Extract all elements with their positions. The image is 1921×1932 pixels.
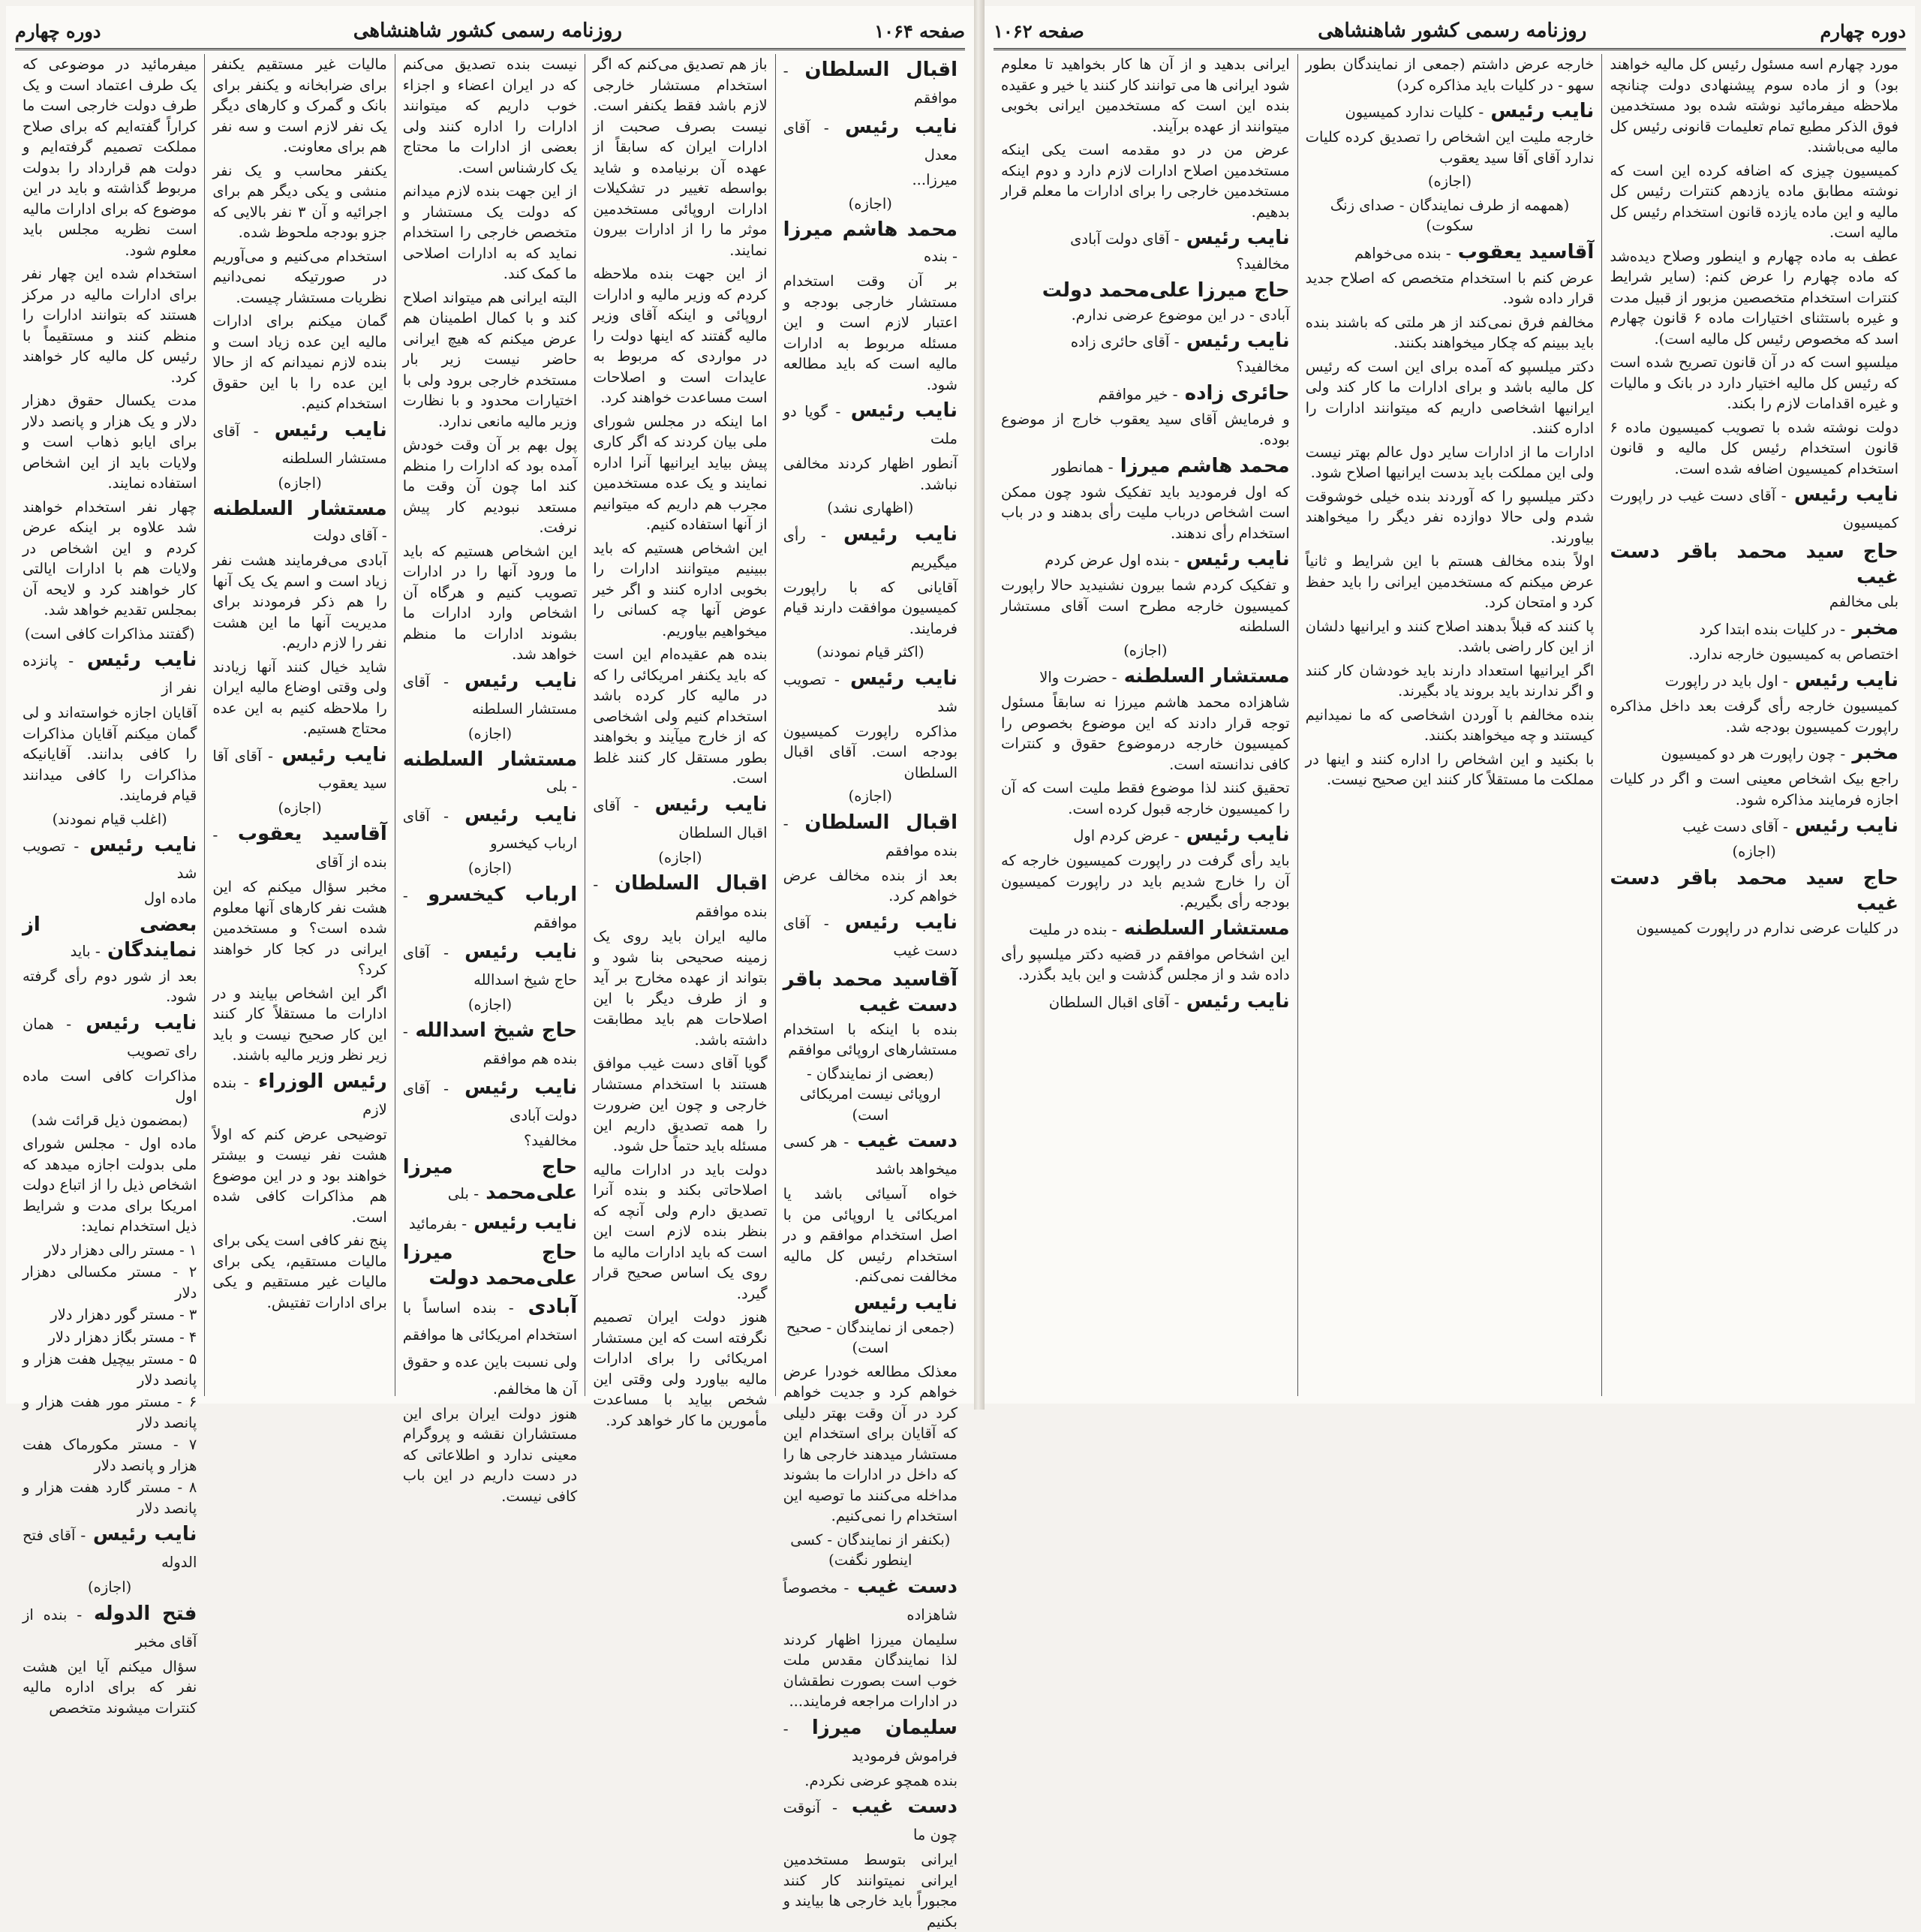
paragraph: ایرانی بدهید و از آن ها کار بخواهید تا معلوم شود ایرانی ها می توانند کار کنند یا خیر و عقیده بنده این است که مستخدمین ایرانی بخوبی میتوانند از عهده برآیند. (1000, 56, 1290, 135)
speaker-line (1001, 278, 1290, 303)
stage-note: (اجازه) (467, 995, 513, 1013)
left-page (6, 6, 974, 1930)
speaker-line (23, 647, 197, 701)
paragraph: البته ایرانی هم میتواند اصلاح کند و با کمال اطمینان هم عرض میکنم که هیچ ایرانی حاضر نیست زیر بار مستخدم خارجی برود ولی با اختیارات محدود و با نظارت وزیر مالیه مانعی ندارد. (402, 288, 578, 430)
list-item: ۴ - مستر بگاز دهزار دلار (48, 1328, 197, 1346)
paragraph: مخالفید؟ (523, 1132, 578, 1149)
speaker-name: حاج سید محمد باقر دست غیب (1610, 540, 1898, 588)
speaker-name: محمد هاشم میرزا (783, 218, 957, 241)
speaker-name: نایب رئیس (464, 1076, 578, 1099)
paragraph: و تفکیک کردم شما بیرون نشنیدید حالا راپورت کمیسیون خارجه مطرح است آقای مستشار السلطنه (1000, 576, 1290, 635)
speaker-remark: - آقای معدل (783, 119, 957, 164)
speaker-line (783, 810, 957, 864)
paragraph: مخبر سؤال میکنم که این هشت نفر کارهای آنها معلوم شده است؟ و مستخدمین ایرانی در کجا کار خواهند کرد؟ (212, 878, 387, 978)
right-page-period: دوره چهارم (1820, 20, 1906, 42)
paragraph: استخدام شده این چهار نفر برای ادارات مالیه در مرکز هستند که بتوانند ادارات را منظم کنند و مستقیماً با رئیس کل مالیه کار خواهند کرد. (22, 265, 197, 386)
paragraph: بلی مخالفم (1829, 593, 1898, 610)
speaker-remark: - عرض کردم اول (1073, 827, 1180, 844)
right-page-number: صفحه ۱۰۶۲ (994, 20, 1084, 42)
paragraph: آقایانی که با راپورت کمیسیون موافقت دارند قیام فرمایند. (783, 578, 957, 637)
speaker-name: مستشار السلطنه (1123, 916, 1290, 940)
stage-note: (همهمه از طرف نمایندگان - صدای زنگ سکوت) (1330, 196, 1570, 234)
paragraph: خارجه عرض داشتم (جمعی از نمایندگان بطور سهو - در کلیات باید مذاکره کرد) (1305, 56, 1595, 94)
left-page-number: صفحه ۱۰۶۴ (874, 20, 965, 42)
paragraph: سلیمان میرزا اظهار کردند لذا نمایندگان مقدس ملت خوب است بصورت نطقشان در ادارات مراجعه فرمایند... (783, 1630, 957, 1710)
speaker-name: نایب رئیس (92, 1523, 197, 1545)
stage-note: (بکنفر از نمایندگان - کسی اینطور نگفت) (790, 1530, 951, 1569)
speaker-remark: - بنده اساساً با استخدام امریکائی ها موافقم ولی نسبت باین عده و حقوق آن ها مخالفم. (402, 1299, 578, 1398)
speaker-line (403, 1075, 577, 1129)
paragraph: توضیحی عرض کنم که اولاً هشت نفر نیست و بیشتر خواهند بود و در این موضوع هم مذاکرات کافی شده است. (212, 1125, 387, 1226)
speaker-line (1001, 328, 1290, 355)
paragraph: چهار نفر استخدام خواهند شد علاوه بر اینکه عرض کردم و این اشخاص در ولایات هم با ادارات ایالتی کار خواهند کرد و لایحه آن بمجلس تقدیم خواهد شد. (22, 498, 197, 618)
paragraph: خواه آسیائی باشد یا امریکائی یا اروپائی من با اصل استخدام موافقم و در استخدام رئیس کل مالیه مخالفت نمی‌کنم. (783, 1185, 957, 1285)
speaker-name: نایب رئیس (89, 834, 197, 856)
paragraph: اگر این اشخاص بیایند و در ادارات ما مستقلاً کار کنند این کار صحیح نیست و باید زیر نظر وزیر مالیه باشند. (212, 984, 387, 1064)
speaker-name: نایب رئیس (464, 669, 578, 692)
paragraph: عرض کنم با استخدام متخصص که اصلاح جدید قرار داده شود. (1305, 269, 1595, 307)
paragraph: معذلک مطالعه خودرا عرض خواهم کرد و جدیت خواهم کرد در آن وقت بهتر دلیلی که آقایان برای استخدام این مستشار میدهند خارجی ها را که داخل در ادارات ما بشوند مداخله می‌کنند ما توصیه این استخدام را نمی‌کنیم. (783, 1362, 957, 1524)
speaker-name: رئیس الوزراء (258, 1070, 387, 1093)
speaker-remark: - بنده اول عرض کردم (1045, 552, 1180, 569)
stage-note: (اجازه) (848, 787, 892, 805)
speaker-line (403, 1210, 577, 1237)
speaker-name: مستشار السلطنه (212, 498, 387, 520)
speaker-line (593, 792, 767, 846)
speaker-remark: - همان رای تصویب (22, 1015, 197, 1060)
speaker-remark: - بلی (546, 778, 578, 795)
speaker-line (23, 832, 197, 886)
stage-note: (اجازه) (848, 194, 892, 212)
paragraph: مخالفم فرق نمی‌کند از هر ملتی که باشند بنده باید ببینم که چکار میخواهند بکنند. (1305, 313, 1595, 351)
speaker-name: نایب رئیس (844, 116, 957, 138)
speaker-line (403, 668, 577, 722)
speaker-name: نایب رئیس (281, 743, 387, 766)
speaker-name: نایب رئیس (464, 940, 578, 963)
speaker-remark: - موافقم (783, 62, 957, 107)
speaker-remark: - رأی میگیریم (783, 526, 957, 571)
speaker-name: سلیمان میرزا (811, 1716, 957, 1739)
speaker-remark: - موافقم (402, 886, 578, 931)
stage-note: (اکثر قیام نمودند) (816, 643, 924, 661)
speaker-name: نایب رئیس (654, 793, 768, 816)
paragraph: اولاً بنده مخالف هستم با این شرایط و ثانیاً عرض میکنم که مستخدمین ایرانی را باید حفظ کرد و امتحان کرد. (1305, 552, 1595, 611)
speaker-remark: - بلی (447, 1184, 479, 1202)
stage-note: (اجازه) (467, 859, 513, 877)
speaker-name: نایب رئیس (1795, 669, 1898, 691)
paragraph: استخدام می‌کنیم و می‌آوریم در صورتیکه نمی‌دانیم نظریات مستشار چیست. (212, 247, 387, 306)
speaker-name: نایب رئیس (1186, 823, 1290, 846)
speaker-line (783, 114, 957, 168)
text-column (585, 54, 774, 1429)
paragraph: که اول فرمودید باید تفکیک شود چون ممکن است اشخاص درباب ملیت رأی بدهند و در باب استخدام رأی ندهند. (1000, 483, 1290, 542)
speaker-remark: - پانزده نفر از (22, 652, 197, 697)
speaker-remark: - باید (70, 942, 101, 960)
speaker-remark: - کلیات ندارد کمیسیون (1345, 104, 1484, 121)
speaker-remark: - بنده (924, 248, 957, 265)
text-column (15, 54, 204, 1717)
stage-note: (اجازه) (467, 724, 513, 742)
speaker-remark: - آقای اقبال السلطان (1048, 993, 1180, 1011)
paragraph: پا کنند که قبلاً بدهند اصلاح کنند و ایرانیها دلشان از این کار راضی باشد. (1305, 617, 1595, 655)
speaker-name: آقاسید محمد باقر دست غیب (783, 968, 957, 1016)
stage-note: (اجازه) (658, 848, 702, 866)
speaker-name: مستشار السلطنه (1123, 665, 1290, 688)
stage-note: (اغلب قیام نمودند) (52, 810, 167, 828)
speaker-remark: - بنده هم موافقم (402, 1023, 578, 1067)
speaker-name: نایب رئیس (1186, 989, 1290, 1013)
speaker-name: اقبال السلطان (804, 811, 957, 834)
speaker-name: حاج میرزا علی‌محمد (402, 1155, 578, 1204)
speaker-remark: - آقای دولت (313, 527, 387, 544)
speaker-name: نایب رئیس (86, 649, 197, 671)
speaker-line (783, 1794, 957, 1848)
speaker-name: نایب رئیس (1793, 483, 1898, 506)
speaker-name: نایب رئیس (1186, 330, 1290, 352)
paragraph: مالیات غیر مستقیم یکنفر برای ضرابخانه و یکنفر برای بانک و گمرک و کارهای دیگر یک نفر لازم است و سه نفر هم برای معاونت. (212, 56, 387, 155)
speaker-remark: - هر کسی میخواهد باشد (783, 1133, 957, 1178)
list-item: ۳ - مستر گور دهزار دلار (50, 1306, 197, 1323)
speaker-line (403, 1154, 577, 1207)
speaker-remark: - آنوقت چون ما (783, 1799, 957, 1843)
speaker-line (212, 1069, 386, 1123)
speaker-line (1306, 239, 1595, 266)
stage-note: (اجازه) (1427, 173, 1472, 190)
paragraph: شاهزاده محمد هاشم میرزا نه سابقاً مسئول توجه قرار دادند که این موضوع بخصوص را کمیسیون خارجه درموضوع حقوق و کنترات کافی ندانسته است. (1000, 694, 1290, 773)
speaker-remark: - آقای دولت آبادی (402, 1080, 578, 1124)
speaker-line (212, 417, 386, 471)
text-column (395, 54, 585, 1505)
speaker-remark: - تصویب شد (783, 670, 957, 715)
speaker-line (783, 57, 957, 111)
speaker-name: دست غیب (857, 1575, 957, 1598)
speaker-name: مخبر (1852, 742, 1898, 764)
paragraph: و فرمایش آقای سید یعقوب خارج از موضوع بوده. (1000, 410, 1290, 448)
speaker-remark: - آقای دست غیب در راپورت کمیسیون (1610, 487, 1898, 531)
speaker-line (23, 1601, 197, 1655)
speaker-name: نایب رئیس (1186, 227, 1290, 249)
speaker-line (1001, 546, 1290, 573)
paragraph: این اشخاص هستیم که باید ما ورود آنها را در ادارات تصویب کنیم و هرگاه آن اشخاص وارد ادارات ما بشوند ادارات ما منظم خواهد شد. (402, 542, 578, 663)
speaker-line (1610, 813, 1898, 840)
right-page-columns (994, 54, 1906, 1396)
paragraph: اما اینکه در مجلس شورای ملی بیان کردند که اگر کاری پیش بیاید ایرانیها آنرا اداره نمایند و یک عده مستخدمین مجرب هم داریم که میتوانیم از آنها استفاده کنیم. (593, 412, 768, 533)
speaker-line (403, 802, 577, 856)
speaker-name: مخبر (1852, 616, 1898, 639)
paragraph: میرزا... (912, 171, 957, 188)
speaker-name: فتح الدوله (93, 1602, 197, 1625)
speaker-remark: - بنده موافقم (593, 876, 768, 920)
speaker-name: آقاسید یعقوب (1457, 240, 1595, 263)
speaker-line (212, 742, 386, 796)
paragraph: اگر ایرانیها استعداد دارند باید خودشان کار کنند و اگر ندارند باید بروند یاد بگیرند. (1305, 661, 1595, 700)
speaker-remark: - آقای مستشار السلطنه (212, 422, 387, 467)
speaker-name: نایب رئیس (1795, 814, 1898, 837)
speaker-name: حاج میرزا علی‌محمد دولت (1042, 278, 1290, 302)
paragraph: ادارات ما از ادارات سایر دول عالم بهتر نیست ولی این مملکت باید بدست ایرانیها اصلاح شود. (1305, 443, 1595, 481)
speaker-line (1610, 482, 1898, 536)
paragraph: میلسپو است که در آن قانون تصریح شده است که رئیس کل مالیه اختیار دارد در بانک و مالیات و غیره اقدامات لازم را بکند. (1610, 354, 1898, 412)
text-column (204, 54, 394, 1396)
speaker-remark: - بنده از آقای (212, 826, 387, 871)
paragraph: آبادی می‌فرمایند هشت نفر زیاد است و اسم یک یک آنها را هم ذکر فرمودند برای مدیریت آنها ما این هشت نفر را لازم داریم. (212, 552, 387, 652)
speaker-line (783, 910, 957, 964)
paragraph: بعد از شور دوم رأی گرفته شود. (22, 967, 197, 1005)
paragraph: ماده اول (143, 889, 197, 907)
speaker-remark: - آقای اقبال السلطان (593, 796, 768, 841)
paragraph: مالیه ایران باید روی یک زمینه صحیحی بنا شود و بتواند از عهده مخارج بر آید و از طرف دیگر با این اصلاحات هم باید مطابقت داشته باشد. (593, 928, 768, 1049)
speaker-remark: - در کلیات بنده ابتدا کرد (1699, 620, 1846, 638)
speaker-line (1306, 98, 1595, 125)
speaker-name: نایب رئیس (274, 418, 387, 441)
speaker-remark: - فراموش فرمودید (783, 1720, 957, 1765)
paragraph: سؤال میکنم آیا این هشت نفر که برای اداره مالیه کنترات میشوند متخصص (22, 1657, 197, 1717)
paragraph: این اشخاص هستیم که باید ببینیم میتوانند ادارات را بخوبی اداره کنند و اگر خیر عوض آنها چه کسانی را میخواهیم بیاوریم. (593, 539, 768, 639)
speaker-name: نایب رئیس (1186, 548, 1290, 570)
paragraph: اختصاص به کمیسیون خارجه ندارد. (1688, 645, 1898, 663)
speaker-remark: - آقای حاج شیخ اسدالله (402, 943, 578, 989)
speaker-line (783, 967, 957, 1018)
text-column (1297, 54, 1602, 1396)
speaker-line (1610, 539, 1898, 590)
speaker-name: بعضی از نمایندگان (22, 913, 197, 961)
speaker-line (1001, 916, 1290, 943)
paragraph: شاید خیال کنند آنها زیادند ولی وقتی اوضاع مالیه ایران را ملاحظه کنیم به این عده محتاج هستیم. (212, 658, 387, 737)
speaker-line (212, 821, 386, 875)
paragraph: آقایان اجازه خواسته‌اند و لی گمان میکنم آقایان مذاکرات را کافی بدانند. آقایانیکه مذاکرات را کافی میدانند قیام فرمایند. (22, 704, 197, 804)
speaker-remark: - گویا دو ملت (783, 403, 957, 447)
speaker-line (1001, 989, 1290, 1016)
text-column (994, 54, 1297, 1396)
list-item: ۱ - مستر رالی دهزار دلار (44, 1241, 197, 1259)
speaker-remark: - تصویب شد (22, 838, 197, 882)
paragraph: در کلیات عرضی ندارم در راپورت کمیسیون (1636, 919, 1898, 937)
stage-note: (اظهاری نشد) (827, 499, 914, 516)
speaker-name: اقبال السلطان (804, 59, 957, 81)
speaker-line (783, 1290, 957, 1316)
speaker-name: نایب رئیس (844, 910, 957, 934)
list-item: ۲ - مستر مکسالی دهزار دلار (22, 1263, 197, 1302)
paragraph: پول بهم بر آن وقت خودش آمده بود که ادارات را منظم کند اما چون آن وقت ما مستعد نبودیم کار پیش نرفت. (402, 436, 578, 536)
stage-note: (اجازه) (1123, 641, 1168, 659)
paragraph: ماده اول - مجلس شورای ملی بدولت اجازه میدهد که اشخاص ذیل را از اتباع دولت امریکا برای مدت و شرایط ذیل استخدام نماید: (22, 1135, 197, 1235)
speaker-remark: - بنده می‌خواهم (1354, 244, 1451, 262)
speaker-remark: - بنده از آقای مخبر (22, 1605, 197, 1651)
paragraph: مذاکره راپورت کمیسیون بودجه است. آقای اقبال السلطان (783, 722, 957, 781)
speaker-name: نایب رئیس (473, 1211, 578, 1234)
speaker-line (783, 666, 957, 720)
speaker-remark: - بنده لازم (212, 1073, 387, 1118)
paragraph: بنده با اینکه با استخدام مستشارهای اروپائی موافقم (783, 1020, 957, 1058)
paragraph: دولت باید در ادارات مالیه اصلاحاتی بکند و بنده آنرا تصدیق دارم ولی آنچه که بنظر بنده لازم است این است که باید ادارات مالیه ما روی یک اساس صحیح قرار گیرد. (593, 1160, 768, 1302)
speaker-line (23, 912, 197, 964)
left-page-columns (15, 54, 965, 1930)
speaker-remark: - آقای مستشار السلطنه (402, 673, 578, 718)
speaker-name: دست غیب (857, 1130, 957, 1152)
stage-note: (بمضمون ذیل قرائت شد) (31, 1111, 188, 1129)
left-page-header (15, 14, 965, 50)
speaker-line (403, 1018, 577, 1072)
speaker-line (403, 1294, 577, 1402)
paragraph: عرض من در دو مقدمه است یکی اینکه مستخدمین اصلاح ادارات لازم دارد و دوم اینکه مستخدمین خارجی را برای ادارات ما معلم قرار بدهیم. (1000, 141, 1290, 221)
paragraph: گویا آقای دست غیب موافق هستند با استخدام مستشار خارجی و چون این ضرورت را همه تصدیق داریم این مسئله باید حتماً حل شود. (593, 1055, 768, 1154)
speaker-name: حائری زاده (1184, 381, 1290, 405)
speaker-line (403, 1240, 577, 1291)
paragraph: این اشخاص موافقم در قضیه دکتر میلسپو رأی داده شد و از مجلس گذشت و این باید بگذرد. (1000, 945, 1290, 983)
stage-note: (گفتند مذاکرات کافی است) (24, 624, 195, 642)
speaker-line (403, 882, 577, 936)
paragraph: کمیسیون خارجه رأی گرفت بعد داخل مذاکره راپورت کمیسیون بودجه شد. (1610, 697, 1898, 736)
right-page-title: روزنامه رسمی کشور شاهنشاهی (1318, 20, 1587, 42)
paragraph: دولت نوشته شده با تصویب کمیسیون ماده ۶ قانون استخدام رئیس کل مالیه و قانون استخدام کمیسیون اضافه شده است. (1610, 418, 1898, 477)
speaker-name: دست غیب (851, 1795, 957, 1818)
stage-note: (اجازه) (88, 1578, 132, 1596)
list-item: ۷ - مستر مکورماک هفت هزار و پانصد دلار (22, 1436, 197, 1474)
left-page-title: روزنامه رسمی کشور شاهنشاهی (353, 20, 622, 42)
speaker-line (1001, 381, 1290, 408)
speaker-line (23, 1010, 197, 1064)
speaker-remark: - بنده در ملیت (1029, 920, 1117, 938)
right-page-header (994, 14, 1906, 50)
speaker-name: نایب رئیس (464, 804, 578, 826)
speaker-remark: - چون راپورت هر دو کمیسیون (1661, 745, 1846, 763)
paragraph: پنج نفر کافی است یکی برای مالیات مستقیم، یکی برای مالیات غیر مستقیم و یکی برای ادارات تفتیش. (212, 1232, 387, 1311)
speaker-line (23, 1521, 197, 1575)
speaker-name: آبادی (528, 1295, 578, 1318)
paragraph: آبادی - در این موضوع عرضی ندارم. (1071, 305, 1290, 324)
speaker-remark: - بنده موافقم (783, 814, 957, 859)
list-item: ۶ - مستر مور هفت هزار و پانصد دلار (22, 1393, 197, 1431)
speaker-line (783, 217, 957, 269)
paragraph: از این جهت بنده ملاحظه کردم که وزیر مالیه و ادارات اروپائی و اینکه آقای وزیر مالیه گفتند که اینها دولت را در مواردی که مربوط به عایدات است و اصلاحات است مساعدت خواهند کرد. (593, 265, 768, 406)
paragraph: بنده همچو عرضی نکردم. (804, 1771, 957, 1789)
speaker-line (1610, 865, 1898, 916)
paragraph: مدت یکسال حقوق دهزار دلار و یک هزار و پانصد دلار برای ایابو ذهاب است و ولایات باید از این اشخاص استفاده نمایند. (22, 392, 197, 492)
speaker-remark: - آقای آقا سید یعقوب (212, 747, 387, 792)
right-page (985, 6, 1915, 1404)
speaker-remark: - مخصوصاً شاهزاده (783, 1578, 957, 1624)
paragraph: مخالفید؟ (1236, 358, 1290, 375)
paragraph: با بکنید و این اشخاص را اداره کنند و اینها در مملکت ما مستقلاً کار کنند این صحیح نیست. (1305, 750, 1595, 788)
stage-note: (اجازه) (1732, 843, 1776, 860)
paragraph: مورد چهارم اسه مسئول رئیس کل مالیه خواهند بود) و از ماده سوم پیشنهادی دولت چنانچه ملاحظه میفرمائید نوشته شده بود مستخدمین فوق الذکر مطیع تمام تعلیمات قانونی رئیس کل مالیه می‌باشند. (1610, 56, 1898, 155)
paragraph: میفرمائید در موضوعی که یک طرف اعتماد است و یک طرف دولت خارجی است ما کراراً گفته‌ایم که برای صلاح مملکت تصمیم گرفته‌ایم و دولت هم قرارداد را بدولت مربوط گذاشته و باید در این موضوع که برای ادارات مالیه است نظریه مجلس باید معلوم شود. (22, 56, 197, 259)
speaker-name: محمد هاشم میرزا (1120, 454, 1290, 477)
speaker-remark: - اول باید در راپورت (1664, 673, 1788, 690)
speaker-line (783, 1128, 957, 1182)
speaker-name: نایب رئیس (1490, 100, 1595, 122)
speaker-line (1001, 664, 1290, 691)
speaker-line (403, 939, 577, 993)
speaker-remark: - خیر موافقم (1098, 385, 1178, 403)
speaker-line (1001, 453, 1290, 480)
speaker-line (1610, 667, 1898, 694)
speaker-remark: - آقای دولت آبادی (1070, 230, 1180, 248)
speaker-line (783, 1715, 957, 1769)
speaker-remark: - آقای فتح الدوله (22, 1527, 197, 1571)
paragraph: مذاکرات کافی است ماده اول (22, 1067, 197, 1105)
stage-note: (بعضی از نمایندگان - اروپائی نیست امریکائی است) (799, 1064, 941, 1124)
speaker-name: نایب رئیس (843, 522, 957, 546)
speaker-line (1610, 615, 1898, 642)
paragraph: از این جهت بنده لازم میدانم که دولت یک مستشار و متخصص خارجی را استخدام نماید که به ادارات اصلاحی ما کمک کند. (402, 182, 578, 282)
left-page-period: دوره چهارم (15, 20, 101, 42)
paragraph: هنوز دولت ایران برای این مستشاران نقشه و پروگرام معینی ندارد و اطلاعاتی که در دست داریم در این باب کافی نیست. (402, 1404, 578, 1505)
stage-note: (اجازه) (278, 474, 322, 492)
speaker-name: نایب رئیس (86, 1011, 197, 1034)
speaker-remark: - آقای حائری زاده (1070, 333, 1180, 351)
speaker-name: آقاسید یعقوب (237, 823, 387, 845)
paragraph: آنطور اظهار کردند مخالفی نباشد. (783, 455, 957, 493)
speaker-line (1001, 822, 1290, 849)
speaker-remark: - آقای دست غیب (1682, 818, 1788, 835)
speaker-name: ارباب کیخسرو (428, 883, 578, 906)
speaker-line (403, 747, 577, 799)
paragraph: بنده هم عقیده‌ام این است که باید یکنفر امریکائی را که در مالیه کار کرده باشد استخدام کنیم ولی اشخاصی که از خارج میآیند و بخواهند بطور مستقل کار کنند غلط است. (593, 646, 768, 787)
stage-note: (اجازه) (278, 799, 322, 817)
speaker-line (1610, 740, 1898, 767)
text-column (1601, 54, 1906, 1396)
paragraph: ایرانی بتوسط مستخدمین ایرانی نمیتوانند کار کنند مجبوراً باید خارجی ها بیایند و بکنیم (783, 1851, 957, 1930)
paragraph: دکتر میلسپو که آمده برای این است که رئیس کل مالیه باشد و برای ادارات ما کار کند ولی ایرانیها اشخاصی داریم که میتوانند ادارات را اداره کنند. (1305, 357, 1595, 437)
paragraph: باید رأی گرفت در راپورت کمیسیون خارجه که آن را خارج شدیم باید در راپورت کمیسیون بودجه رأی بگیریم. (1000, 852, 1290, 910)
speaker-line (1001, 225, 1290, 252)
paragraph: نیست بنده تصدیق می‌کنم که در ایران اعضاء و اجزاء خوب داریم که میتوانند ادارات را اداره کنند ولی بعضی از ادارات ما محتاج یک کارشناس است. (402, 56, 578, 176)
speaker-name: اقبال السلطان (614, 872, 768, 895)
speaker-remark: - آقای ارباب کیخسرو (402, 808, 578, 852)
speaker-line (593, 871, 767, 925)
paragraph: عطف به ماده چهارم و اینطور وصلاح دیده‌شد که ماده چهارم را عرض کنم: (سایر شرایط کنترات استخدام متخصصین مزبور از قبیل مدت و غیره باستثنای اختیارات ماده ۶ قانون چهارم اسد که مخصوص رئیس کل مالیه است). (1610, 247, 1898, 348)
paragraph: مخالفید؟ (1236, 255, 1290, 272)
stage-note: (جمعی از نمایندگان - صحیح است) (786, 1318, 954, 1356)
paragraph: راجع بیک اشخاص معینی است و اگر در کلیات اجازه فرمایند مذاکره شود. (1610, 770, 1898, 808)
speaker-name: نایب رئیس (854, 1291, 957, 1314)
paragraph: یکنفر محاسب و یک نفر منشی و یکی دیگر هم برای اجرائیه و آن ۳ نفر بالایی که جزو بودجه ملحوظ شده. (212, 161, 387, 241)
list-item: ۸ - مستر گارد هفت هزار و پانصد دلار (22, 1479, 197, 1517)
paragraph: تحقیق کنند لذا موضوع فقط ملیت است که آن را کمیسیون خارجه قبول کرده است. (1000, 779, 1290, 817)
speaker-remark: - آقای دست غیب (783, 914, 957, 959)
list-item: ۵ - مستر بیچیل هفت هزار و پانصد دلار (22, 1350, 197, 1389)
paragraph: بنده مخالفم با آوردن اشخاصی که ما نمیدانیم کیستند و چه میخواهند بکنند. (1305, 706, 1595, 744)
speaker-remark: - بفرمائید (408, 1214, 467, 1232)
speaker-line (783, 522, 957, 576)
speaker-line (212, 496, 386, 549)
paragraph: باز هم تصدیق می‌کنم که اگر استخدام مستشار خارجی لازم باشد فقط یکنفر است. نیست بصرف صحبت از ادارات ایران که سابقاً از عهده آن برنیامده و شاید بواسطه تغییر در تشکیلات ادارات اروپائی مستخدمین موثر ما را از ادارات بیرون نمایند. (593, 56, 768, 259)
paragraph: دکتر میلسپو را که آوردند بنده خیلی خوشوقت شدم ولی حالا دوازده نفر دیگر را میخواهند بیاورند. (1305, 487, 1595, 546)
paragraph: گمان میکنم برای ادارات مالیه این عده زیاد است و بنده لازم نمیدانم که از حالا این عده را با این حقوق استخدام کنیم. (212, 312, 387, 412)
paragraph: بعد از بنده مخالف عرض خواهم کرد. (783, 866, 957, 904)
paragraph: کمیسیون چیزی که اضافه کرده این است که نوشته مطابق ماده یازدهم کنترات رئیس کل مالیه و این ماده یازده قانون استخدام رئیس کل مالیه است. (1610, 161, 1898, 241)
speaker-name: نایب رئیس (850, 399, 958, 422)
speaker-line (783, 1574, 957, 1628)
speaker-remark: - حضرت والا (1039, 669, 1117, 686)
paragraph: بر آن وقت استخدام مستشار خارجی بودجه و اعتبار لازم است و این مسئله مربوط به ادارات مالیه است که باید مطالعه شود. (783, 272, 957, 393)
speaker-name: حاج سید محمد باقر دست غیب (1610, 866, 1898, 915)
text-column (775, 54, 965, 1930)
speaker-remark: - همانطور (1052, 458, 1114, 476)
page-gutter (974, 0, 985, 1410)
paragraph: خارجه ملیت این اشخاص را تصدیق کرده کلیات ندارد آقای آقا سید یعقوب (1305, 128, 1595, 167)
speaker-name: حاج شیخ اسدالله (415, 1019, 578, 1042)
speaker-name: حاج میرزا علی‌محمد دولت (402, 1241, 578, 1290)
speaker-name: نایب رئیس (849, 667, 957, 690)
paragraph: هنوز دولت ایران تصمیم نگرفته است که این مستشار امریکائی را برای ادارات مالیه بیاورد ولی وقتی این شخص بیاید با مساعدت مأمورین ما کار خواهد کرد. (593, 1308, 768, 1429)
speaker-line (783, 398, 957, 452)
speaker-name: مستشار السلطنه (402, 748, 578, 771)
